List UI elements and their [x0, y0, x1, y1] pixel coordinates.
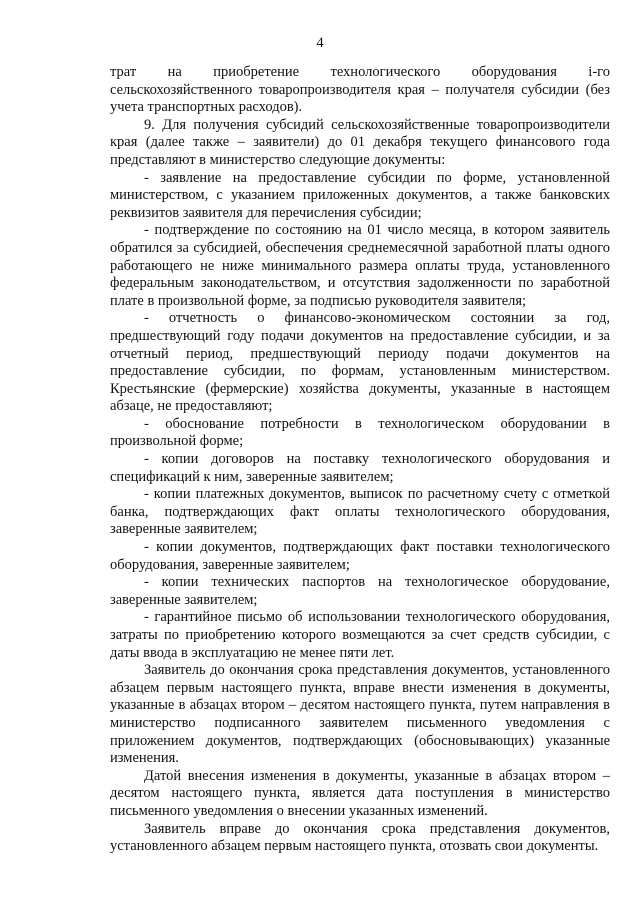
list-item-payment-documents: - копии платежных документов, выписок по расчетному счету с отметкой банка, подтверждающих факт оплаты технологического оборудования, заверенные заявителем;: [110, 486, 610, 538]
list-item-financial-reporting: - отчетность о финансово-экономическом состоянии за год, предшествующий году подачи документов на предоставление субсидии, и за отчетный период, предшествующий периоду подачи документов на предоставление субсидии, по формам, установленным министерством. Крестьянские (фермерские) хозяйства документы, указанные в настоящем абзаце, не предоставляют;: [110, 310, 610, 415]
paragraph-changes: Заявитель до окончания срока представления документов, установленного абзацем первым настоящего пункта, вправе внести изменения в документы, указанные в абзацах втором – десятом настоящего пункта, путем направления в министерство подписанного заявителем письменного уведомления с приложением документов, подтверждающих (обосновывающих) указанные изменения.: [110, 662, 610, 767]
paragraph-withdrawal: Заявитель вправе до окончания срока представления документов, установленного абзацем первым настоящего пункта, отозвать свои документы.: [110, 820, 610, 855]
list-item-delivery-documents: - копии документов, подтверждающих факт поставки технологического оборудования, заверенные заявителем;: [110, 539, 610, 573]
list-item-technical-passports: - копии технических паспортов на технологическое оборудование, заверенные заявителем;: [110, 574, 610, 608]
paragraph-continuation: трат на приобретение технологического оборудования i-го сельскохозяйственного товаропроизводителя края – получателя субсидии (без учета транспортных расходов).: [110, 64, 610, 116]
list-item-guarantee-letter: - гарантийное письмо об использовании технологического оборудования, затраты по приобретению которого возмещаются за счет средств субсидии, с даты ввода в эксплуатацию не менее пяти лет.: [110, 609, 610, 661]
paragraph-change-date: Датой внесения изменения в документы, указанные в абзацах втором – десятом настоящего пункта, является дата поступления в министерство письменного уведомления о внесении указанных изменений.: [110, 767, 610, 819]
list-item-equipment-justification: - обоснование потребности в технологическом оборудовании в произвольной форме;: [110, 415, 610, 450]
list-item-application: - заявление на предоставление субсидии по форме, установленной министерством, с указанием приложенных документов, а также банковских реквизитов заявителя для перечисления субсидии;: [110, 169, 610, 221]
document-body: [110, 64, 610, 856]
list-item-supply-contracts: - копии договоров на поставку технологического оборудования и спецификаций к ним, заверенные заявителем;: [110, 451, 610, 485]
list-item-salary-confirmation: - подтверждение по состоянию на 01 число месяца, в котором заявитель обратился за субсидией, обеспечения среднемесячной заработной платы одного работающего не ниже минимального размера оплаты труда, установленного федеральным законодательством, и отсутствия задолженности по заработной плате в произвольной форме, за подписью руководителя заявителя;: [110, 222, 610, 309]
paragraph-item-9: 9. Для получения субсидий сельскохозяйственные товаропроизводители края (далее также – заявители) до 01 декабря текущего финансового года представляют в министерство следующие документы:: [110, 116, 610, 168]
page-number: 4: [316, 35, 324, 51]
